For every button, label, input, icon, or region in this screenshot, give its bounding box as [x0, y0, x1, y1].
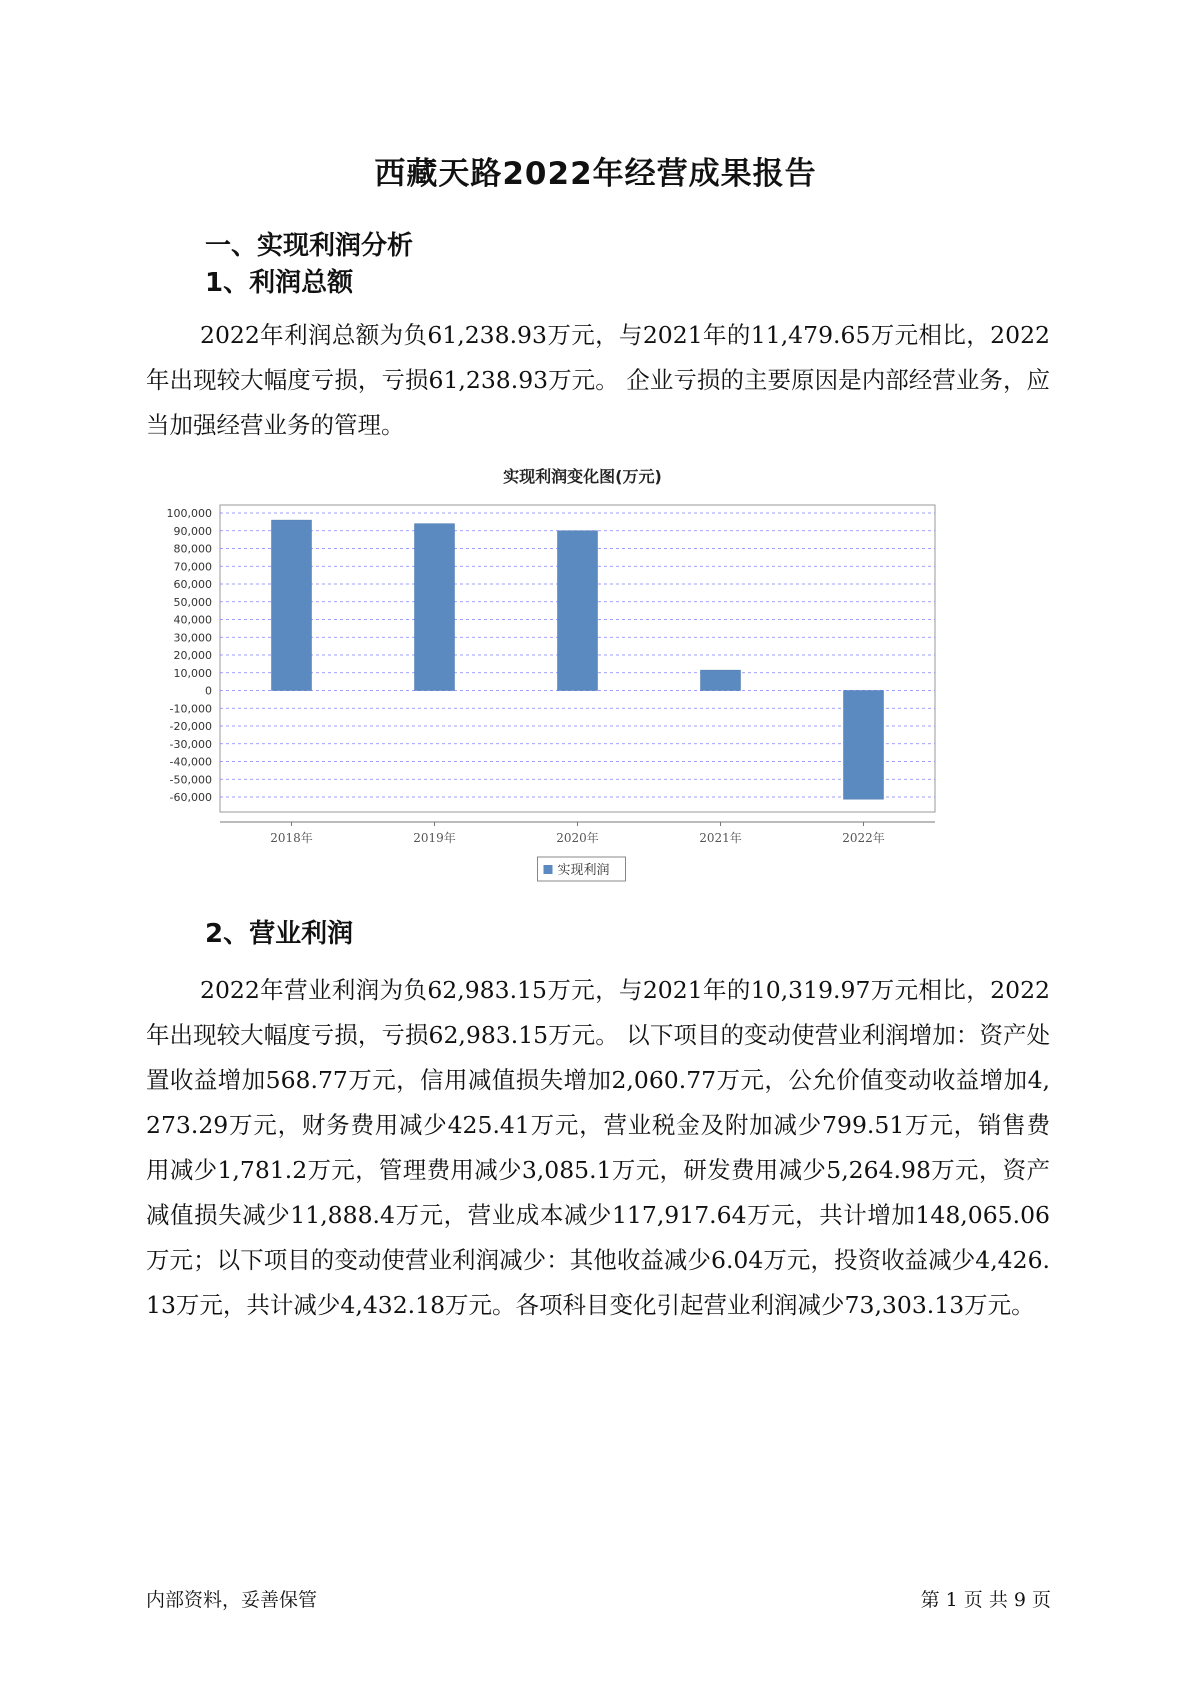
- y-tick-label: -50,000: [169, 773, 212, 787]
- y-tick-label: -60,000: [169, 791, 212, 804]
- y-tick-label: 90,000: [173, 524, 212, 538]
- legend-swatch: [544, 865, 553, 874]
- bar-5: [844, 691, 884, 800]
- y-tick-label: 30,000: [173, 631, 212, 645]
- y-tick-label: 80,000: [173, 542, 212, 556]
- y-tick-label: -10,000: [169, 702, 212, 716]
- profit-bar-chart: [150, 467, 1020, 950]
- section-heading-profit-analysis: 一、实现利润分析: [205, 231, 414, 261]
- bar-3: [558, 531, 598, 691]
- x-tick-label: 2021年: [699, 831, 742, 845]
- document-title: 西藏天路2022年经营成果报告: [374, 156, 817, 192]
- y-tick-label: 50,000: [173, 595, 212, 609]
- legend-label: 实现利润: [557, 863, 610, 878]
- bar-4: [701, 670, 741, 690]
- x-tick-label: 2022年: [842, 831, 885, 845]
- y-tick-label: 60,000: [173, 578, 212, 591]
- y-tick-label: 40,000: [173, 613, 212, 627]
- y-tick-label: 70,000: [173, 560, 212, 574]
- y-tick-label: 0: [205, 684, 212, 698]
- chart-title: 实现利润变化图(万元): [503, 467, 662, 486]
- operating-profit-paragraph: 2022年营业利润为负62,983.15万元，与2021年的10,319.97万元相比，2022年出现较大幅度亏损，亏损62,983.15万元。 以下项目的变动使营业利润增加：资产处置收益增加568.77万元，信用减值损失增加2,060.77万元，公允价值变动收益增加4,273.29万元，财务费用减少425.41万元，营业税金及附加减少799.51万元，销售费用减少1,781.2万元，管理费用减少3,085.1万元，研发费用减少5,264.98万元，资产减值损失减少11,888.4万元，营业成本减少117,917.64万元，共计增加148,065.06万元；以下项目的变动使营业利润减少：其他收益减少6.04万元，投资收益减少4,426.13万元，共计减少4,432.18万元。各项科目变化引起营业利润减少73,303.13万元。: [146, 976, 1050, 1319]
- subsection-heading-total-profit: 1、利润总额: [205, 268, 354, 298]
- bar-1: [272, 520, 312, 690]
- footer-confidential-note: 内部资料，妥善保管: [146, 1589, 318, 1611]
- total-profit-paragraph: 2022年利润总额为负61,238.93万元，与2021年的11,479.65万元相比，2022年出现较大幅度亏损，亏损61,238.93万元。 企业亏损的主要原因是内部经营业务，应当加强经营业务的管理。: [146, 321, 1050, 439]
- subsection-heading-operating-profit: 2、营业利润: [205, 919, 354, 949]
- footer-page-number: 第 1 页 共 9 页: [920, 1589, 1051, 1611]
- x-tick-label: 2019年: [413, 831, 456, 845]
- y-tick-label: 20,000: [173, 649, 212, 662]
- y-tick-label: -30,000: [169, 737, 212, 751]
- x-tick-label: 2020年: [556, 831, 599, 845]
- x-tick-label: 2018年: [270, 831, 313, 845]
- bar-2: [415, 524, 455, 691]
- y-tick-label: 10,000: [173, 666, 212, 680]
- y-tick-label: -40,000: [169, 755, 212, 769]
- y-tick-label: 100,000: [166, 507, 212, 520]
- y-tick-label: -20,000: [169, 720, 212, 733]
